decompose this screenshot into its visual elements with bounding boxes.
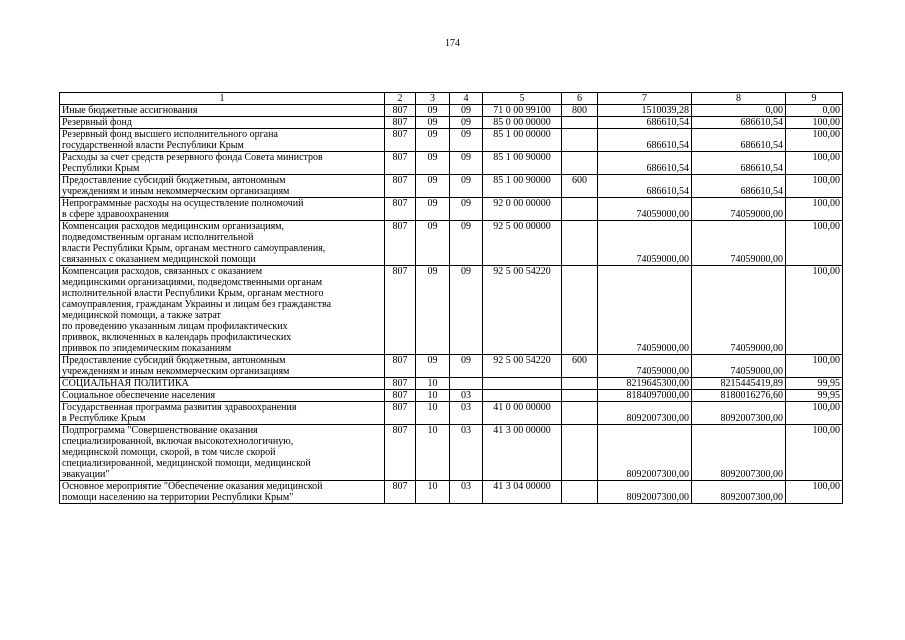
column-header: 1 bbox=[60, 93, 385, 105]
column-header: 4 bbox=[450, 93, 483, 105]
row-percent: 100,00 bbox=[786, 481, 843, 504]
row-planned-amount: 74059000,00 bbox=[598, 221, 692, 266]
row-target-code: 92 0 00 00000 bbox=[483, 198, 562, 221]
row-target-code: 92 5 00 00000 bbox=[483, 221, 562, 266]
row-target-code: 41 3 04 00000 bbox=[483, 481, 562, 504]
row-ministry-code: 807 bbox=[385, 355, 416, 378]
row-ministry-code: 807 bbox=[385, 129, 416, 152]
row-executed-amount: 8092007300,00 bbox=[692, 481, 786, 504]
column-header: 3 bbox=[416, 93, 450, 105]
row-description: Иные бюджетные ассигнования bbox=[60, 105, 385, 117]
column-header: 2 bbox=[385, 93, 416, 105]
row-executed-amount: 0,00 bbox=[692, 105, 786, 117]
row-expense-type bbox=[562, 129, 598, 152]
row-expense-type bbox=[562, 425, 598, 481]
row-planned-amount: 8219645300,00 bbox=[598, 378, 692, 390]
row-planned-amount: 74059000,00 bbox=[598, 355, 692, 378]
row-executed-amount: 74059000,00 bbox=[692, 221, 786, 266]
row-section-code: 10 bbox=[416, 425, 450, 481]
row-subsection-code: 09 bbox=[450, 266, 483, 355]
row-ministry-code: 807 bbox=[385, 221, 416, 266]
row-description: Расходы за счет средств резервного фонда Совета министров Республики Крым bbox=[60, 152, 385, 175]
row-ministry-code: 807 bbox=[385, 117, 416, 129]
column-header: 7 bbox=[598, 93, 692, 105]
row-target-code: 85 1 00 00000 bbox=[483, 129, 562, 152]
row-section-code: 09 bbox=[416, 198, 450, 221]
table-row bbox=[60, 355, 843, 378]
table-row bbox=[60, 378, 843, 390]
budget-table bbox=[59, 92, 843, 504]
table-row bbox=[60, 481, 843, 504]
row-expense-type bbox=[562, 117, 598, 129]
row-percent: 0,00 bbox=[786, 105, 843, 117]
row-executed-amount: 74059000,00 bbox=[692, 355, 786, 378]
row-subsection-code: 09 bbox=[450, 152, 483, 175]
table-row bbox=[60, 152, 843, 175]
row-subsection-code bbox=[450, 378, 483, 390]
table-row bbox=[60, 390, 843, 402]
row-ministry-code: 807 bbox=[385, 175, 416, 198]
row-percent: 100,00 bbox=[786, 175, 843, 198]
row-target-code bbox=[483, 390, 562, 402]
row-ministry-code: 807 bbox=[385, 481, 416, 504]
row-description: Резервный фонд высшего исполнительного органа государственной власти Республики Крым bbox=[60, 129, 385, 152]
row-section-code: 10 bbox=[416, 481, 450, 504]
row-target-code: 41 0 00 00000 bbox=[483, 402, 562, 425]
row-ministry-code: 807 bbox=[385, 198, 416, 221]
row-percent: 100,00 bbox=[786, 198, 843, 221]
row-executed-amount: 74059000,00 bbox=[692, 266, 786, 355]
row-executed-amount: 8092007300,00 bbox=[692, 425, 786, 481]
row-section-code: 09 bbox=[416, 175, 450, 198]
row-ministry-code: 807 bbox=[385, 105, 416, 117]
table-row bbox=[60, 198, 843, 221]
row-description: Государственная программа развития здравоохранения в Республике Крым bbox=[60, 402, 385, 425]
row-subsection-code: 09 bbox=[450, 129, 483, 152]
table-row bbox=[60, 129, 843, 152]
row-description: СОЦИАЛЬНАЯ ПОЛИТИКА bbox=[60, 378, 385, 390]
row-expense-type bbox=[562, 481, 598, 504]
row-planned-amount: 74059000,00 bbox=[598, 266, 692, 355]
row-ministry-code: 807 bbox=[385, 266, 416, 355]
row-executed-amount: 8092007300,00 bbox=[692, 402, 786, 425]
row-target-code: 85 1 00 90000 bbox=[483, 175, 562, 198]
row-executed-amount: 8180016276,60 bbox=[692, 390, 786, 402]
row-subsection-code: 09 bbox=[450, 105, 483, 117]
row-percent: 100,00 bbox=[786, 152, 843, 175]
row-expense-type bbox=[562, 402, 598, 425]
page-number: 174 bbox=[445, 38, 460, 49]
row-ministry-code: 807 bbox=[385, 152, 416, 175]
row-executed-amount: 74059000,00 bbox=[692, 198, 786, 221]
row-section-code: 09 bbox=[416, 221, 450, 266]
row-expense-type: 800 bbox=[562, 105, 598, 117]
row-planned-amount: 8184097000,00 bbox=[598, 390, 692, 402]
table-row bbox=[60, 105, 843, 117]
row-subsection-code: 03 bbox=[450, 402, 483, 425]
table-row bbox=[60, 425, 843, 481]
row-percent: 100,00 bbox=[786, 425, 843, 481]
column-header: 6 bbox=[562, 93, 598, 105]
row-planned-amount: 8092007300,00 bbox=[598, 481, 692, 504]
row-planned-amount: 686610,54 bbox=[598, 129, 692, 152]
row-planned-amount: 8092007300,00 bbox=[598, 425, 692, 481]
row-expense-type bbox=[562, 390, 598, 402]
row-executed-amount: 8215445419,89 bbox=[692, 378, 786, 390]
row-description: Резервный фонд bbox=[60, 117, 385, 129]
table-row bbox=[60, 221, 843, 266]
row-expense-type: 600 bbox=[562, 355, 598, 378]
row-target-code: 85 0 00 00000 bbox=[483, 117, 562, 129]
row-target-code bbox=[483, 378, 562, 390]
row-section-code: 10 bbox=[416, 390, 450, 402]
row-description: Подпрограмма "Совершенствование оказания специализированной, включая высокотехнологичную, медицинской помощи, скорой, в том числе скорой специализированной, медицинской помощи, медицинской эвакуации" bbox=[60, 425, 385, 481]
row-subsection-code: 03 bbox=[450, 425, 483, 481]
column-header: 9 bbox=[786, 93, 843, 105]
row-section-code: 10 bbox=[416, 378, 450, 390]
row-subsection-code: 03 bbox=[450, 390, 483, 402]
row-description: Компенсация расходов, связанных с оказанием медицинскими организациями, подведомственными органам исполнительной власти Республики Крым, органам местного самоуправления, гражданам Украины и лицам без гражданства медицинской помощи, а также затрат по проведению указанным лицам профилактических приввок, включенных в календарь профилактических приввок по эпидемическим показаниям bbox=[60, 266, 385, 355]
row-executed-amount: 686610,54 bbox=[692, 175, 786, 198]
row-planned-amount: 686610,54 bbox=[598, 117, 692, 129]
row-expense-type bbox=[562, 266, 598, 355]
row-expense-type bbox=[562, 378, 598, 390]
row-percent: 100,00 bbox=[786, 355, 843, 378]
row-description: Основное мероприятие "Обеспечение оказания медицинской помощи населению на территории Республики Крым" bbox=[60, 481, 385, 504]
row-planned-amount: 74059000,00 bbox=[598, 198, 692, 221]
row-description: Компенсация расходов медицинским организациям, подведомственным органам исполнительной власти Республики Крым, органам местного самоуправления, связанных с оказанием медицинской помощи bbox=[60, 221, 385, 266]
row-expense-type bbox=[562, 152, 598, 175]
row-planned-amount: 8092007300,00 bbox=[598, 402, 692, 425]
row-subsection-code: 09 bbox=[450, 221, 483, 266]
row-section-code: 09 bbox=[416, 355, 450, 378]
column-header: 5 bbox=[483, 93, 562, 105]
row-ministry-code: 807 bbox=[385, 402, 416, 425]
row-expense-type bbox=[562, 198, 598, 221]
row-percent: 99,95 bbox=[786, 378, 843, 390]
row-percent: 100,00 bbox=[786, 117, 843, 129]
row-target-code: 92 5 00 54220 bbox=[483, 355, 562, 378]
row-ministry-code: 807 bbox=[385, 378, 416, 390]
row-percent: 100,00 bbox=[786, 402, 843, 425]
row-description: Предоставление субсидий бюджетным, автономным учреждениям и иным некоммерческим организациям bbox=[60, 175, 385, 198]
table-row bbox=[60, 175, 843, 198]
row-section-code: 09 bbox=[416, 152, 450, 175]
table-row bbox=[60, 117, 843, 129]
column-header: 8 bbox=[692, 93, 786, 105]
row-section-code: 10 bbox=[416, 402, 450, 425]
table-row bbox=[60, 402, 843, 425]
row-description: Непрограммные расходы на осуществление полномочий в сфере здравоохранения bbox=[60, 198, 385, 221]
row-planned-amount: 1510039,28 bbox=[598, 105, 692, 117]
row-subsection-code: 03 bbox=[450, 481, 483, 504]
row-executed-amount: 686610,54 bbox=[692, 129, 786, 152]
row-subsection-code: 09 bbox=[450, 355, 483, 378]
row-planned-amount: 686610,54 bbox=[598, 152, 692, 175]
row-section-code: 09 bbox=[416, 117, 450, 129]
row-planned-amount: 686610,54 bbox=[598, 175, 692, 198]
row-section-code: 09 bbox=[416, 266, 450, 355]
row-target-code: 85 1 00 90000 bbox=[483, 152, 562, 175]
row-ministry-code: 807 bbox=[385, 425, 416, 481]
row-subsection-code: 09 bbox=[450, 175, 483, 198]
row-target-code: 92 5 00 54220 bbox=[483, 266, 562, 355]
row-percent: 100,00 bbox=[786, 266, 843, 355]
row-expense-type: 600 bbox=[562, 175, 598, 198]
row-percent: 100,00 bbox=[786, 221, 843, 266]
row-description: Социальное обеспечение населения bbox=[60, 390, 385, 402]
row-expense-type bbox=[562, 221, 598, 266]
table-row bbox=[60, 266, 843, 355]
row-subsection-code: 09 bbox=[450, 198, 483, 221]
row-executed-amount: 686610,54 bbox=[692, 117, 786, 129]
row-section-code: 09 bbox=[416, 129, 450, 152]
row-target-code: 41 3 00 00000 bbox=[483, 425, 562, 481]
row-section-code: 09 bbox=[416, 105, 450, 117]
row-subsection-code: 09 bbox=[450, 117, 483, 129]
table-header-row bbox=[60, 93, 843, 105]
row-ministry-code: 807 bbox=[385, 390, 416, 402]
row-percent: 100,00 bbox=[786, 129, 843, 152]
row-description: Предоставление субсидий бюджетным, автономным учреждениям и иным некоммерческим организациям bbox=[60, 355, 385, 378]
row-executed-amount: 686610,54 bbox=[692, 152, 786, 175]
row-percent: 99,95 bbox=[786, 390, 843, 402]
row-target-code: 71 0 00 99100 bbox=[483, 105, 562, 117]
